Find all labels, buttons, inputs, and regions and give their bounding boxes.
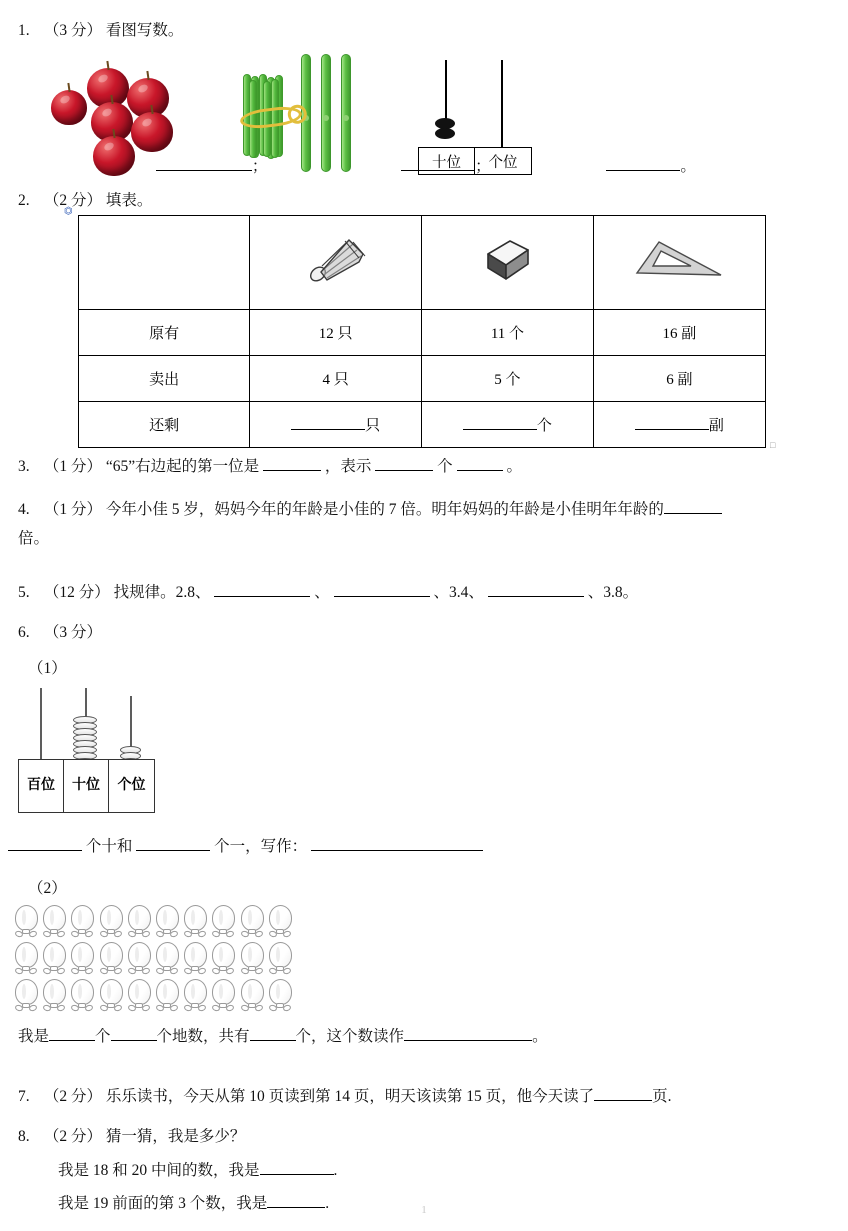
- table-row-header: [79, 216, 766, 310]
- balloon-icon: [14, 942, 39, 975]
- q8-2-text-b: .: [325, 1195, 330, 1212]
- balloon-row: [14, 905, 314, 938]
- q5-blank-1[interactable]: [214, 581, 310, 598]
- balloon-icon: [268, 905, 293, 938]
- q6-2-blank-3[interactable]: [250, 1025, 296, 1042]
- question-8-points: （2 分）: [43, 1128, 103, 1145]
- question-3-text-c: 个: [437, 458, 453, 475]
- q6-2-text-b: 个: [95, 1028, 111, 1045]
- question-4-text-a: 今年小佳 5 岁，妈妈今年的年龄是小佳的 7 倍。明年妈妈的年龄是小佳明年年龄的: [105, 501, 664, 518]
- balloon-icon: [211, 905, 236, 938]
- question-7-text-a: 乐乐读书，今天从第 10 页读到第 14 页，明天该读第 15 页，他今天读了: [105, 1088, 595, 1105]
- question-4-text-b: 倍。: [18, 530, 50, 548]
- abacus-label-hundreds-text: 百位: [27, 777, 55, 793]
- q1-sep-2: ；: [475, 158, 491, 175]
- abacus-label-ones: [109, 760, 154, 812]
- unit-zhi: 只: [365, 418, 381, 434]
- balloon-icon: [240, 979, 265, 1012]
- cell-remaining-ruler[interactable]: [593, 402, 765, 448]
- q8-1-text-b: .: [333, 1162, 338, 1179]
- cell-original-shuttlecock: 12 只: [250, 310, 422, 356]
- row-label-sold: 卖出: [79, 356, 250, 402]
- table-cell-eraser: [422, 216, 594, 310]
- balloon-icon: [127, 905, 152, 938]
- q6-1-blank-ones[interactable]: [136, 835, 210, 852]
- question-8-prompt: 猜一猜，我是多少？: [105, 1128, 246, 1145]
- q6-1-text-b: 个一，写作：: [214, 838, 308, 855]
- unit-ge: 个: [536, 418, 552, 434]
- row-label-original: 原有: [79, 310, 250, 356]
- question-2-points: （2 分）: [43, 192, 103, 209]
- balloon-icon: [127, 942, 152, 975]
- q6-2-text-e: 。: [532, 1028, 548, 1045]
- balloon-icon: [211, 979, 236, 1012]
- q8-1-text-a: 我是 18 和 20 中间的数，我是: [58, 1162, 260, 1179]
- q1-blank-sticks[interactable]: [401, 155, 475, 172]
- balloon-icon: [240, 905, 265, 938]
- q6-1-blank-write[interactable]: [311, 835, 483, 852]
- cell-remaining-shuttlecock[interactable]: [250, 402, 422, 448]
- question-1-points: （3 分）: [43, 22, 103, 39]
- question-3-text-a: “65”右边起的第一位是: [105, 458, 260, 475]
- cell-remaining-eraser[interactable]: [422, 402, 594, 448]
- balloon-icon: [268, 942, 293, 975]
- table-cell-empty: [79, 216, 250, 310]
- ones-rod: [501, 60, 503, 149]
- question-2-table: [78, 215, 766, 448]
- question-8-line-1: [58, 1156, 337, 1185]
- q7-blank-1[interactable]: [594, 1085, 652, 1102]
- question-3-number: 3.: [18, 458, 30, 475]
- cell-sold-shuttlecock: 4 只: [250, 356, 422, 402]
- balloon-icon: [240, 942, 265, 975]
- cell-original-eraser: 11 个: [422, 310, 594, 356]
- table-resize-handle[interactable]: □: [770, 440, 776, 450]
- question-7-number: 7.: [18, 1088, 30, 1105]
- q1-blank-apples[interactable]: [156, 155, 252, 172]
- question-4: [18, 495, 838, 554]
- question-3-points: （1 分）: [43, 458, 103, 475]
- question-5: [18, 578, 638, 607]
- balloon-icon: [155, 979, 180, 1012]
- blank-remaining-shuttlecock[interactable]: [291, 414, 365, 430]
- q1-blank-placevalue[interactable]: [606, 155, 680, 172]
- question-6-number: 6.: [18, 624, 30, 641]
- abacus-label-tens: [64, 760, 109, 812]
- balloon-icon: [42, 979, 67, 1012]
- place-label-ones: 个位: [488, 154, 518, 171]
- question-2-prompt: 填表。: [105, 192, 153, 209]
- q5-blank-2[interactable]: [334, 581, 430, 598]
- question-5-sep-1: 、: [314, 584, 330, 601]
- q6-2-text-d: 个，这个数读作: [295, 1028, 405, 1045]
- q6-2-text-a: 我是: [18, 1028, 50, 1045]
- balloon-icon: [70, 942, 95, 975]
- question-7-points: （2 分）: [43, 1088, 103, 1105]
- apple-icon: [51, 90, 87, 125]
- table-move-handle[interactable]: ⏣: [64, 206, 73, 217]
- table-cell-triangle-ruler: [593, 216, 765, 310]
- question-2-number: 2.: [18, 192, 30, 209]
- q8-2-text-a: 我是 19 前面的第 3 个数，我是: [58, 1195, 268, 1212]
- hundreds-rod: [40, 688, 42, 762]
- question-6-sub1-label: （1）: [28, 660, 67, 677]
- balloon-icon: [183, 942, 208, 975]
- row-label-remaining: 还剩: [79, 402, 250, 448]
- abacus-place-labels: [18, 759, 155, 813]
- balloon-icon: [127, 979, 152, 1012]
- question-4-number: 4.: [18, 501, 30, 518]
- balloon-icon: [99, 979, 124, 1012]
- question-5-text-b: 、3.4、: [433, 584, 484, 601]
- question-5-text-a: 找规律。2.8、: [113, 584, 211, 601]
- question-1-answer-row: [0, 152, 848, 181]
- balloon-icon: [14, 905, 39, 938]
- question-4-points: （1 分）: [43, 501, 103, 518]
- balloons-grid: [14, 905, 314, 1020]
- balloon-icon: [99, 942, 124, 975]
- shuttlecock-icon: [301, 232, 371, 288]
- blank-remaining-eraser[interactable]: [463, 414, 537, 430]
- balloon-icon: [155, 942, 180, 975]
- question-3-text-d: 。: [506, 458, 522, 475]
- q3-blank-3[interactable]: [457, 455, 503, 472]
- balloon-icon: [183, 905, 208, 938]
- table-row-original: [79, 310, 766, 356]
- question-8-number: 8.: [18, 1128, 30, 1145]
- unit-fu: 副: [708, 418, 724, 434]
- stick-bundle-icon: [243, 74, 289, 160]
- question-3: [18, 452, 522, 481]
- question-5-number: 5.: [18, 584, 30, 601]
- abacus-label-hundreds: [19, 760, 64, 812]
- question-2-heading: [18, 186, 152, 215]
- abacus-label-tens-text: 十位: [72, 777, 100, 793]
- triangle-ruler-icon: [631, 237, 727, 283]
- question-6-heading: [18, 618, 102, 647]
- question-3-text-b: ，表示: [324, 458, 372, 475]
- question-5-points: （12 分）: [43, 584, 110, 601]
- eraser-icon: [476, 232, 538, 288]
- bead: [435, 128, 455, 139]
- q1-end: 。: [680, 158, 696, 175]
- table-row-remaining: [79, 402, 766, 448]
- question-7: [18, 1082, 672, 1111]
- cell-original-ruler: 16 副: [593, 310, 765, 356]
- blank-remaining-ruler[interactable]: [635, 414, 709, 430]
- balloon-icon: [42, 942, 67, 975]
- q5-blank-3[interactable]: [488, 581, 584, 598]
- apple-icon: [131, 112, 173, 152]
- question-6-sub1-answer: [8, 832, 483, 861]
- question-6-sub2-label: （2）: [28, 880, 67, 897]
- balloon-icon: [211, 942, 236, 975]
- q3-blank-1[interactable]: [263, 455, 321, 472]
- abacus-figure: [18, 688, 168, 813]
- cell-sold-ruler: 6 副: [593, 356, 765, 402]
- balloon-icon: [99, 905, 124, 938]
- table-cell-shuttlecock: [250, 216, 422, 310]
- question-7-text-b: 页.: [652, 1088, 672, 1105]
- question-6-sub2-answer: [18, 1022, 548, 1051]
- q6-1-blank-tens[interactable]: [8, 835, 82, 852]
- q8-1-blank[interactable]: [260, 1159, 334, 1176]
- balloon-icon: [268, 979, 293, 1012]
- q1-sep-1: ；: [251, 158, 268, 175]
- q6-2-blank-2[interactable]: [111, 1025, 157, 1042]
- balloon-icon: [14, 979, 39, 1012]
- q6-2-text-c: 个地数，共有: [156, 1028, 250, 1045]
- place-label-tens: 十位: [419, 148, 475, 174]
- balloon-icon: [183, 979, 208, 1012]
- q4-blank-1[interactable]: [664, 498, 722, 515]
- question-8-heading: [18, 1122, 245, 1151]
- balloon-row: [14, 979, 314, 1012]
- q6-2-blank-1[interactable]: [49, 1025, 95, 1042]
- page-number: 1: [421, 1204, 427, 1216]
- question-6-points: （3 分）: [43, 624, 103, 641]
- balloon-icon: [70, 905, 95, 938]
- question-1-number: 1.: [18, 22, 30, 39]
- q6-1-text-a: 个十和: [85, 838, 133, 855]
- q6-2-blank-4[interactable]: [404, 1025, 532, 1042]
- cell-sold-eraser: 5 个: [422, 356, 594, 402]
- balloon-icon: [155, 905, 180, 938]
- abacus-label-ones-text: 个位: [117, 777, 146, 793]
- question-1-prompt: 看图写数。: [105, 22, 184, 39]
- balloon-icon: [70, 979, 95, 1012]
- table-row-sold: [79, 356, 766, 402]
- question-5-text-c: 、3.8。: [587, 584, 639, 601]
- q3-blank-2[interactable]: [375, 455, 433, 472]
- balloon-icon: [42, 905, 67, 938]
- balloon-row: [14, 942, 314, 975]
